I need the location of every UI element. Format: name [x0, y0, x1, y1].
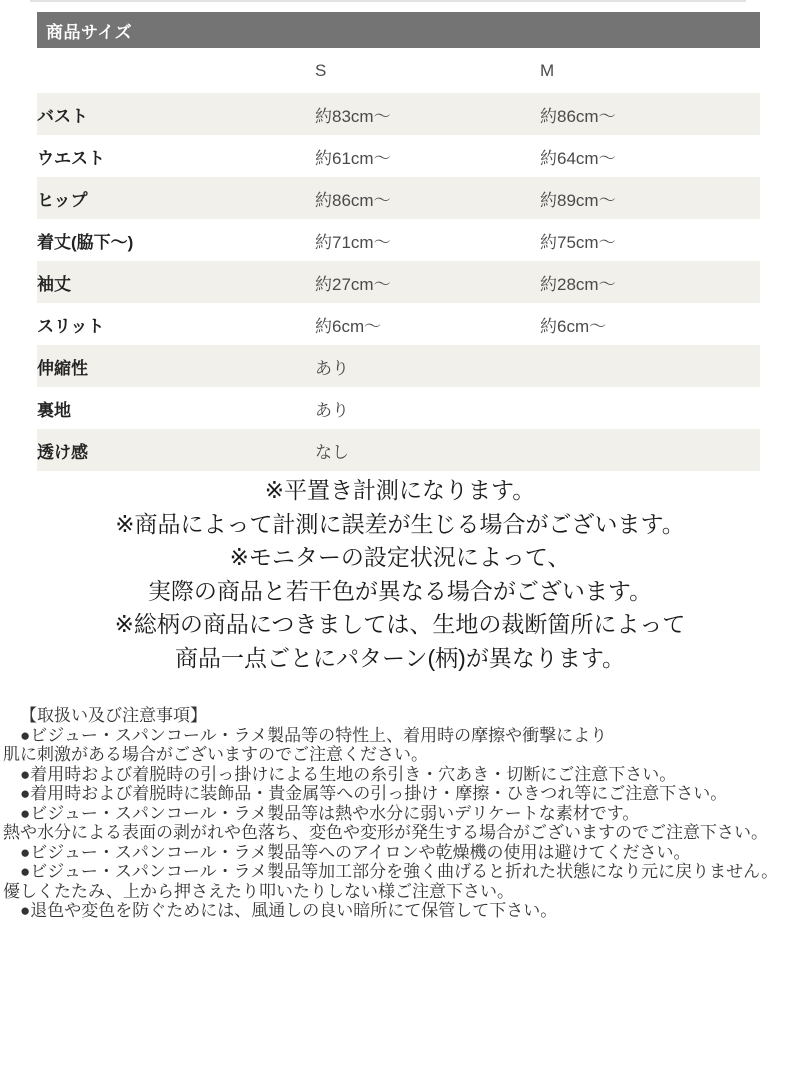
row-label: 透け感 — [37, 442, 88, 462]
table-row — [37, 345, 760, 387]
note-line: 商品一点ごとにパターン(柄)が異なります。 — [174, 644, 626, 671]
note-line: ※総柄の商品につきましては、生地の裁断箇所によって — [114, 611, 686, 637]
row-label: バスト — [37, 106, 88, 126]
handling-title: 【取扱い及び注意事項】 — [20, 706, 207, 725]
row-label: 裏地 — [37, 400, 71, 420]
handling-lines — [3, 726, 799, 921]
row-value-m: 約89cm〜 — [540, 190, 616, 210]
row-label: ヒップ — [37, 190, 88, 210]
size-table-corner-cell — [37, 48, 315, 93]
row-value-s: 約83cm〜 — [315, 106, 391, 126]
column-header-s: S — [315, 60, 327, 80]
row-value-m — [540, 429, 760, 471]
note-line: 実際の商品と若干色が異なる場合がございます。 — [147, 577, 653, 604]
row-value-m: 約28cm〜 — [540, 274, 616, 294]
handling-line: ●着用時および着脱時の引っ掛けによる生地の糸引き・穴あき・切断にご注意下さい。 — [20, 764, 677, 784]
table-row — [37, 387, 760, 429]
table-row — [37, 429, 760, 471]
row-value-s: あり — [315, 400, 349, 420]
size-table — [37, 48, 760, 471]
handling-line: ●ビジュー・スパンコール・ラメ製品等の特性上、着用時の摩擦や衝撃により — [20, 725, 608, 745]
section-title: 商品サイズ — [46, 22, 133, 42]
measurement-notes — [0, 474, 800, 675]
handling-line: ●ビジュー・スパンコール・ラメ製品等は熱や水分に弱いデリケートな素材です。 — [20, 803, 640, 823]
column-header-m: M — [540, 60, 555, 80]
handling-line: 熱や水分による表面の剥がれや色落ち、変色や変形が発生する場合がございますのでご注意下さい。 — [3, 823, 768, 842]
size-table-header-row — [37, 48, 760, 93]
row-value-m: 約86cm〜 — [540, 106, 616, 126]
table-row — [37, 93, 760, 135]
row-value-s: 約86cm〜 — [315, 190, 391, 210]
row-value-s: 約27cm〜 — [315, 274, 391, 294]
row-value-m: 約6cm〜 — [540, 316, 607, 336]
handling-line: ●ビジュー・スパンコール・ラメ製品等加工部分を強く曲げると折れた状態になり元に戻りません。 — [20, 862, 779, 881]
row-value-m — [540, 345, 760, 387]
section-header — [37, 12, 760, 48]
row-value-s: 約6cm〜 — [315, 316, 382, 336]
handling-line: 肌に刺激がある場合がございますのでご注意ください。 — [3, 745, 428, 764]
top-divider — [30, 0, 746, 2]
handling-line: ●着用時および着脱時に装飾品・貴金属等への引っ掛け・摩擦・ひきつれ等にご注意下さい。 — [20, 784, 728, 803]
row-value-s: 約61cm〜 — [315, 148, 391, 168]
handling-notes — [0, 706, 799, 921]
handling-line: ●退色や変色を防ぐためには、風通しの良い暗所にて保管して下さい。 — [20, 901, 558, 920]
table-row — [37, 261, 760, 303]
table-row — [37, 303, 760, 345]
note-line: ※商品によって計測に誤差が生じる場合がございます。 — [115, 510, 685, 537]
table-row — [37, 177, 760, 219]
row-value-m: 約64cm〜 — [540, 148, 616, 168]
note-line: ※平置き計測になります。 — [264, 477, 536, 503]
row-value-m: 約75cm〜 — [540, 232, 616, 252]
row-label: 伸縮性 — [37, 358, 88, 378]
size-table-container — [37, 48, 760, 471]
handling-line: 優しくたたみ、上から押さえたり叩いたりしない様ご注意下さい。 — [3, 881, 515, 901]
handling-line: ●ビジュー・スパンコール・ラメ製品等へのアイロンや乾燥機の使用は避けてください。 — [20, 842, 691, 862]
row-label: スリット — [37, 316, 105, 336]
row-value-s: あり — [315, 358, 349, 378]
table-row — [37, 219, 760, 261]
row-value-m — [540, 387, 760, 429]
row-label: ウエスト — [37, 148, 105, 168]
row-label: 着丈(脇下〜) — [37, 232, 134, 252]
note-line: ※モニターの設定状況によって、 — [229, 544, 571, 570]
row-label: 袖丈 — [37, 274, 71, 294]
row-value-s: 約71cm〜 — [315, 232, 391, 252]
row-value-s: なし — [315, 442, 349, 462]
table-row — [37, 135, 760, 177]
